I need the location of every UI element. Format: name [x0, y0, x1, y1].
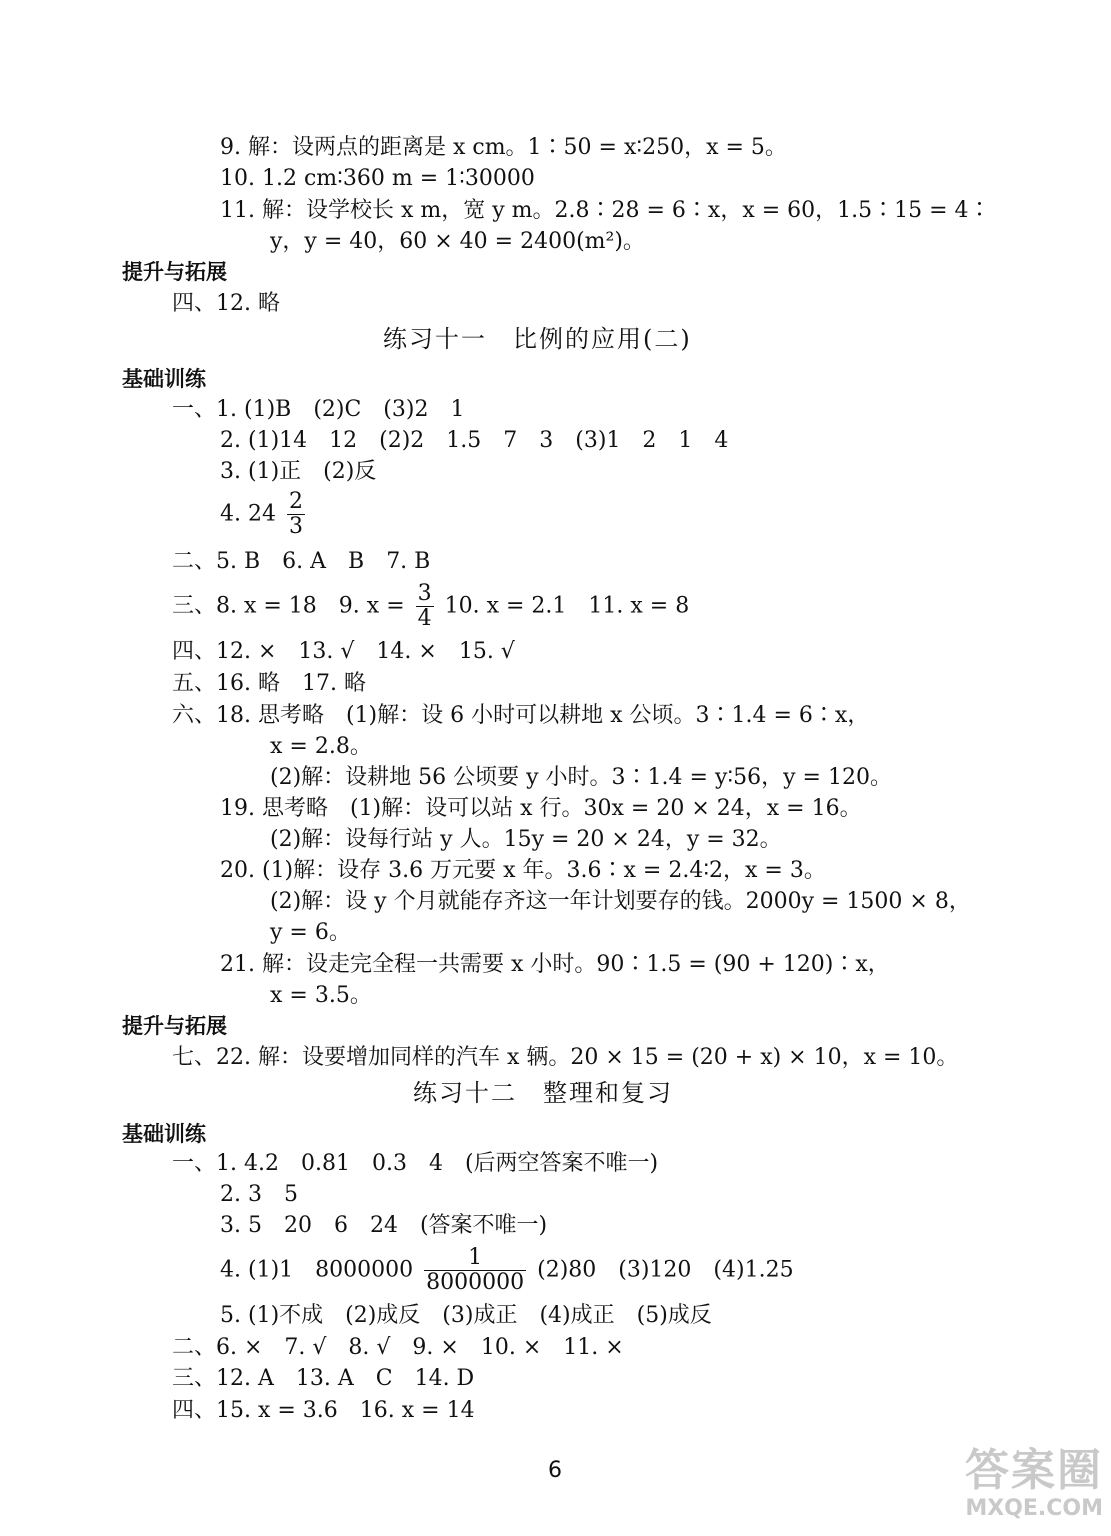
ex11-line-19b: (2)解：设每行站 y 人。15y = 20 × 24，y = 32。	[270, 827, 782, 852]
answer-line-10: 10. 1.2 cm∶360 m = 1∶30000	[220, 166, 535, 191]
ex11-line-22: 七、22. 解：设要增加同样的汽车 x 辆。20 × 15 = (20 + x) × 10，x = 10。	[172, 1045, 959, 1070]
ex11-line-18c: (2)解：设耕地 56 公顷要 y 小时。3∶1.4 = y∶56，y = 120。	[270, 765, 892, 790]
section-heading-extend-2: 提升与拓展	[122, 1014, 227, 1038]
ex12-line-5: 5. (1)不成 (2)成反 (3)成正 (4)成正 (5)成反	[220, 1303, 712, 1328]
ex11-line-5: 二、5. B 6. A B 7. B	[172, 549, 431, 574]
ex11-line-3: 3. (1)正 (2)反	[220, 459, 377, 484]
ex11-line-8	[172, 582, 689, 631]
fraction-numerator: 1	[424, 1246, 526, 1271]
ex11-line-19a: 19. 思考略 (1)解：设可以站 x 行。30x = 20 × 24，x = 16。	[220, 796, 862, 821]
fraction	[287, 490, 305, 539]
ex11-line-4	[220, 490, 309, 539]
ex11-line-21b: x = 3.5。	[270, 983, 372, 1008]
answer-line-12: 四、12. 略	[172, 291, 280, 316]
watermark-en: MXQE.COM	[965, 1496, 1103, 1521]
ex11-line-16: 五、16. 略 17. 略	[172, 671, 366, 696]
fraction-numerator: 2	[288, 489, 303, 514]
fraction	[424, 1246, 526, 1295]
section-heading-extend: 提升与拓展	[122, 260, 227, 284]
ex11-line-2: 2. (1)14 12 (2)2 1.5 7 3 (3)1 2 1 4	[220, 428, 729, 453]
ex11-line-20a: 20. (1)解：设存 3.6 万元要 x 年。3.6∶x = 2.4∶2，x = 3。	[220, 858, 826, 883]
fraction-numerator: 3	[417, 581, 432, 606]
ex11-line-21a: 21. 解：设走完全程一共需要 x 小时。90∶1.5 = (90 + 120)∶x，	[220, 952, 890, 977]
ex12-line-6: 二、6. × 7. √ 8. √ 9. × 10. × 11. ×	[172, 1335, 624, 1360]
ex11-line-12: 四、12. × 13. √ 14. × 15. √	[172, 639, 515, 664]
answer-line-11a: 11. 解：设学校长 x m，宽 y m。2.8∶28 = 6∶x，x = 60，1.5∶15 = 4∶	[220, 198, 991, 223]
ex12-line-2: 2. 3 5	[220, 1182, 298, 1207]
fraction-denominator: 3	[288, 514, 303, 539]
ex12-line-4-text: 4. (1)1 8000000	[220, 1257, 414, 1283]
section-heading-basic-2: 基础训练	[122, 1122, 206, 1146]
watermark-cn: 答案圈	[965, 1445, 1103, 1496]
ex11-line-1: 一、1. (1)B (2)C (3)2 1	[172, 397, 465, 422]
exercise-title-11: 练习十一 比例的应用(二)	[383, 325, 692, 353]
answer-line-9: 9. 解：设两点的距离是 x cm。1∶50 = x∶250，x = 5。	[220, 135, 787, 160]
fraction-denominator: 4	[417, 606, 432, 631]
ex11-line-8-tail: 10. x = 2.1 11. x = 8	[444, 593, 690, 619]
ex12-line-12: 三、12. A 13. A C 14. D	[172, 1366, 475, 1391]
ex11-line-20b: (2)解：设 y 个月就能存齐这一年计划要存的钱。2000y = 1500 × 8，	[270, 889, 971, 914]
ex12-line-4-tail: (2)80 (3)120 (4)1.25	[537, 1257, 794, 1283]
ex12-line-15: 四、15. x = 3.6 16. x = 14	[172, 1398, 475, 1423]
section-heading-basic: 基础训练	[122, 367, 206, 391]
ex12-line-3: 3. 5 20 6 24 (答案不唯一)	[220, 1213, 548, 1238]
fraction-denominator: 8000000	[426, 1270, 525, 1295]
page-number: 6	[548, 1458, 562, 1483]
ex12-line-4	[220, 1246, 794, 1295]
ex11-line-8-text: 三、8. x = 18 9. x =	[172, 593, 405, 619]
watermark-logo	[913, 1446, 1103, 1526]
ex11-line-20c: y = 6。	[270, 920, 351, 945]
exercise-title-12: 练习十二 整理和复习	[413, 1079, 673, 1107]
ex11-line-4-text: 4. 24	[220, 501, 276, 527]
ex11-line-18a: 六、18. 思考略 (1)解：设 6 小时可以耕地 x 公顷。3∶1.4 = 6∶x，	[172, 703, 870, 728]
ex11-line-18b: x = 2.8。	[270, 734, 372, 759]
answer-line-11b: y，y = 40，60 × 40 = 2400(m²)。	[270, 229, 645, 254]
ex12-line-1: 一、1. 4.2 0.81 0.3 4 (后两空答案不唯一)	[172, 1151, 659, 1176]
fraction	[416, 582, 434, 631]
